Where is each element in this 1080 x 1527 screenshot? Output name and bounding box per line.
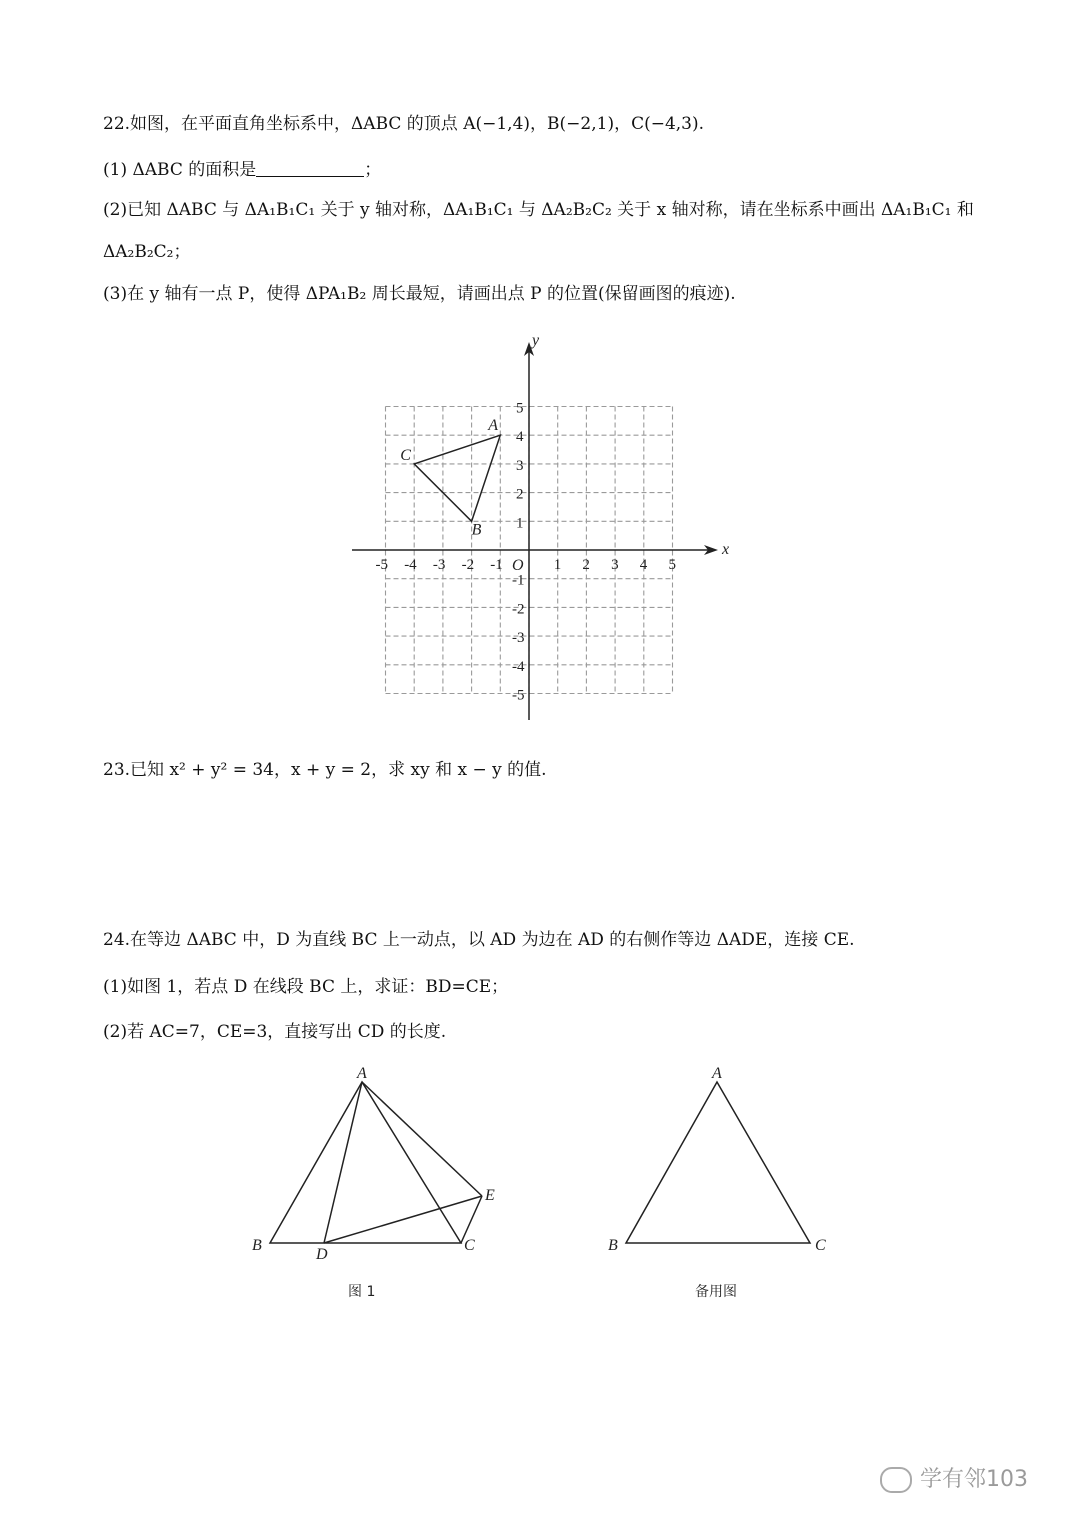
figure-1 — [252, 1065, 495, 1300]
q24-part2: (2)若 AC=7，CE=3，直接写出 CD 的长度. — [103, 1022, 447, 1042]
y-tick-label: 1 — [516, 515, 524, 532]
fig1-label-d: D — [316, 1246, 328, 1263]
backup-triangle-abc — [626, 1082, 810, 1243]
q22-part1-prefix: (1) ΔABC 的面积是 — [103, 160, 257, 180]
x-tick-label: 1 — [553, 557, 562, 573]
y-axis-label: y — [532, 332, 540, 349]
q22-part3: (3)在 y 轴有一点 P，使得 ΔPA₁B₂ 周长最短，请画出点 P 的位置(保留画图的痕迹). — [103, 284, 736, 304]
x-tick-label: -2 — [461, 557, 475, 573]
fig1-caption: 图 1 — [348, 1284, 376, 1300]
x-tick-label: 3 — [611, 557, 619, 573]
q22-stem: 22.如图，在平面直角坐标系中，ΔABC 的顶点 A(−1,4)，B(−2,1)，C(−4,3). — [103, 114, 705, 134]
vertex-label-b: B — [471, 521, 482, 539]
y-tick-label: -1 — [512, 572, 525, 589]
x-tick-label: -4 — [404, 557, 417, 573]
y-tick-label: -4 — [512, 658, 525, 675]
coordinate-grid-figure — [0, 0, 1080, 760]
fig1-label-c: C — [464, 1237, 475, 1254]
x-tick-label: -5 — [375, 557, 388, 573]
fig1-segment-ae — [362, 1082, 482, 1196]
watermark-text: 学有邻103 — [920, 1467, 1028, 1492]
x-tick-label: 2 — [582, 557, 590, 573]
x-tick-label: -1 — [490, 557, 503, 573]
y-tick-label: 2 — [516, 486, 524, 503]
y-tick-label: 4 — [516, 429, 524, 446]
backup-label-b: B — [608, 1237, 618, 1254]
y-tick-label: -2 — [512, 601, 525, 618]
q22-part1-suffix: ； — [364, 160, 382, 180]
triangle-abc — [414, 435, 500, 521]
fig1-segment-ce — [461, 1196, 482, 1243]
backup-label-c: C — [815, 1237, 826, 1254]
wechat-icon — [880, 1467, 912, 1493]
figure-backup — [608, 1065, 826, 1300]
fig1-label-e: E — [485, 1187, 495, 1204]
fig1-segment-ad — [324, 1082, 362, 1243]
watermark — [880, 1462, 1028, 1493]
y-tick-label: -3 — [512, 630, 525, 647]
x-tick-label: 4 — [639, 557, 648, 573]
y-tick-label: 3 — [516, 457, 524, 474]
x-tick-label: -3 — [432, 557, 446, 573]
fig1-label-b: B — [252, 1237, 262, 1254]
backup-label-a: A — [712, 1065, 722, 1082]
q23-text: 23.已知 x² + y² = 34，x + y = 2，求 xy 和 x − y 的值. — [103, 760, 547, 780]
y-tick-label: -5 — [512, 687, 525, 704]
y-tick-label: 5 — [516, 400, 524, 417]
origin-label: O — [512, 557, 524, 574]
vertex-label-c: C — [400, 446, 411, 464]
fig1-triangle-abc — [270, 1082, 461, 1243]
fig1-label-a: A — [357, 1065, 367, 1082]
q22-part2-line2: ΔA₂B₂C₂； — [103, 242, 191, 262]
backup-caption: 备用图 — [695, 1284, 737, 1300]
vertex-label-a: A — [488, 417, 499, 435]
q22-part2-line1: (2)已知 ΔABC 与 ΔA₁B₁C₁ 关于 y 轴对称，ΔA₁B₁C₁ 与 ΔA₂B₂C₂ 关于 x 轴对称，请在坐标系中画出 ΔA₁B₁C₁ 和 — [103, 200, 974, 220]
fig1-segment-de — [324, 1196, 482, 1243]
x-axis-label: x — [722, 541, 730, 558]
x-tick-label: 5 — [668, 557, 676, 573]
q24-stem: 24.在等边 ΔABC 中，D 为直线 BC 上一动点，以 AD 为边在 AD 的右侧作等边 ΔADE，连接 CE. — [103, 930, 855, 950]
q24-part1: (1)如图 1，若点 D 在线段 BC 上，求证：BD=CE； — [103, 977, 509, 997]
